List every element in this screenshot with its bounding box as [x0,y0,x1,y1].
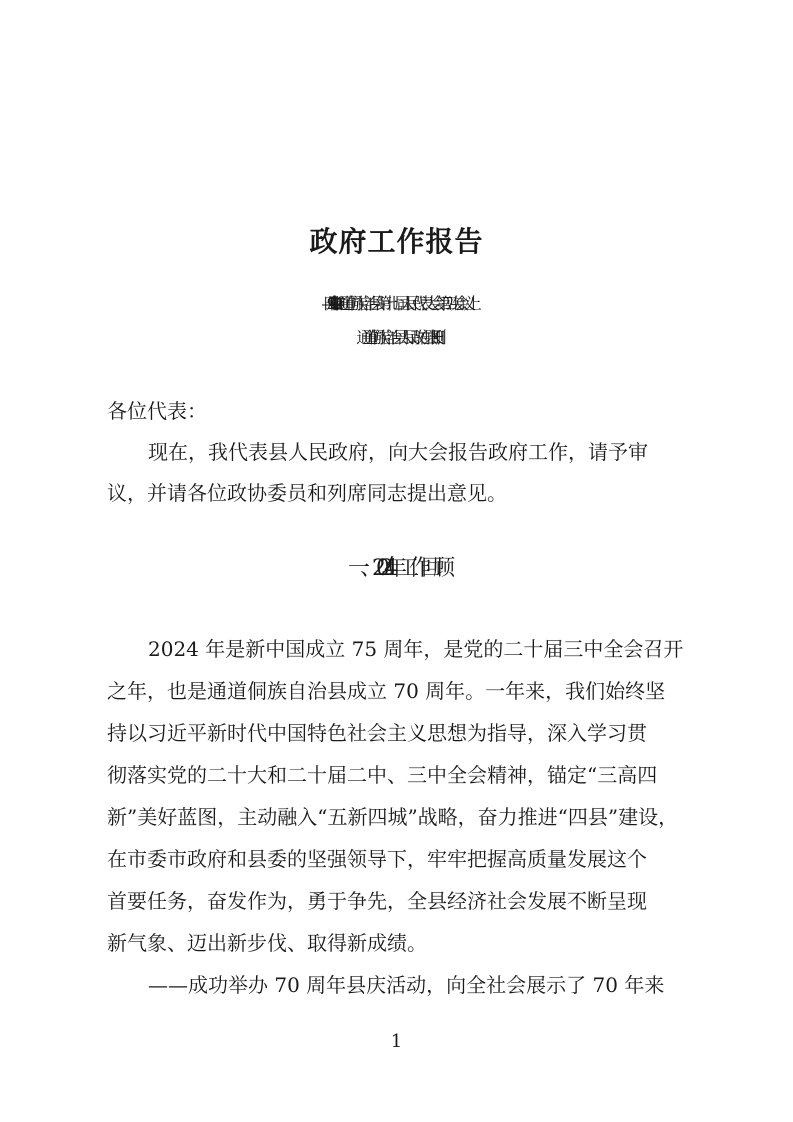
body-line: 在市委市政府和县委的坚强领导下，牢牢把握高质量发展这个 [107,847,647,871]
page-number: 1 [390,1031,403,1052]
intro-line: 议，并请各位政协委员和列席同志提出意见。 [107,481,507,505]
body-line: 彻落实党的二十大和二十届二中、三中全会精神，锚定“三高四 [107,763,658,787]
document-subtitle-speaker: 通道侗族自治县人民政府县长 田 刚 [356,328,437,347]
body-line: 新”美好蓝图，主动融入“五新四城”战略，奋力推进“四县”建设， [107,805,679,829]
intro-line: 现在，我代表县人民政府，向大会报告政府工作，请予审 [148,440,648,464]
body-line: ——成功举办 70 周年县庆活动，向全社会展示了 70 年来 [148,973,665,997]
document-subtitle-occasion: ——2024 年 12 月 19 日在通道侗族自治县第十七届人民代表大会第四次会议上 [321,294,472,313]
salutation: 各位代表： [107,399,207,423]
document-title: 政府工作报告 [309,225,484,258]
section-heading: 一、2024 年工作回顾 [348,556,445,581]
body-line: 之年，也是通道侗族自治县成立 70 周年。一年来，我们始终坚 [107,679,666,703]
body-line: 首要任务，奋发作为，勇于争先，全县经济社会发展不断呈现 [107,889,647,913]
body-line: 持以习近平新时代中国特色社会主义思想为指导，深入学习贯 [107,721,647,745]
body-line: 2024 年是新中国成立 75 周年，是党的二十届三中全会召开 [148,637,684,661]
body-line: 新气象、迈出新步伐、取得新成绩。 [107,931,427,955]
